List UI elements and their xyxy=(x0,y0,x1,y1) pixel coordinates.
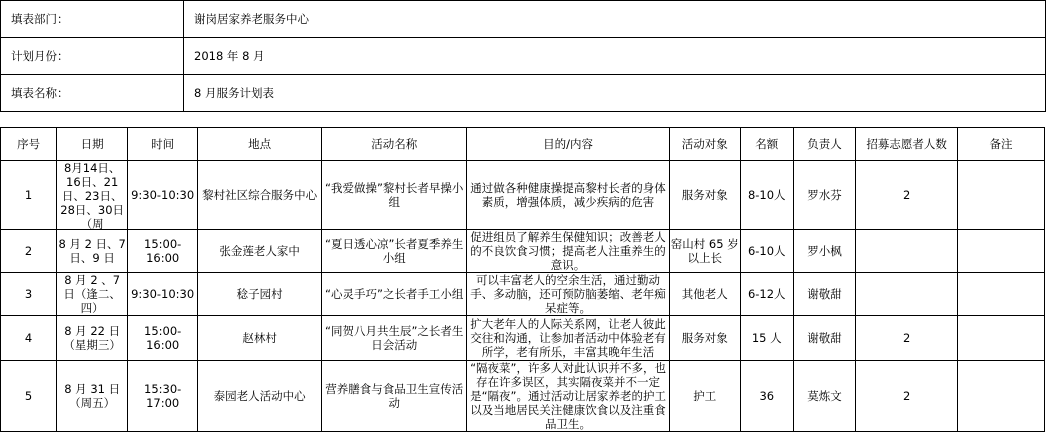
cell-content: 促进组员了解养生保健知识；改善老人的不良饮食习惯；提高老人注重养生的意识。 xyxy=(467,230,669,273)
cell-no: 2 xyxy=(1,230,57,273)
cell-remark xyxy=(958,316,1045,361)
table-row xyxy=(1,316,1045,361)
cell-content-text: “隔夜菜”，许多人对此认识并不多，也存在许多误区，其实隔夜菜并不一定是“隔夜”。通过活动让居家养老的护工以及当地居民关注健康饮食以及注重食品卫生。 xyxy=(470,361,666,431)
cell-target: 窑山村 65 岁以上长 xyxy=(669,230,740,273)
cell-quota: 6-10人 xyxy=(740,230,793,273)
cell-target: 其他老人 xyxy=(669,273,740,316)
cell-remark xyxy=(958,361,1045,432)
cell-volunteers: 2 xyxy=(856,161,958,230)
cell-leader: 罗小枫 xyxy=(793,230,856,273)
department-label: 填表部门： xyxy=(1,1,184,38)
department-value: 谢岗居家养老服务中心 xyxy=(184,1,1046,38)
cell-quota: 6-12人 xyxy=(740,273,793,316)
cell-date xyxy=(57,230,128,273)
cell-no: 1 xyxy=(1,161,57,230)
cell-target: 服务对象 xyxy=(669,161,740,230)
cell-no: 3 xyxy=(1,273,57,316)
cell-date: 8 月 22 日（星期三） xyxy=(57,316,128,361)
cell-activity: “夏日透心凉”长者夏季养生小组 xyxy=(322,230,467,273)
cell-volunteers: 2 xyxy=(856,361,958,432)
col-header-target: 活动对象 xyxy=(669,128,740,161)
cell-target: 护工 xyxy=(669,361,740,432)
cell-time: 15:30-17:00 xyxy=(128,361,198,432)
month-value: 2018 年 8 月 xyxy=(184,38,1046,75)
cell-date: 8 月 2 、7 日（逢二、四） xyxy=(57,273,128,316)
col-header-time: 时间 xyxy=(128,128,198,161)
cell-place: 赵林村 xyxy=(198,316,322,361)
table-row xyxy=(1,230,1045,273)
cell-place: 泰园老人活动中心 xyxy=(198,361,322,432)
cell-content: 扩大老年人的人际关系网，让老人彼此交往和沟通，让参加者活动中体验老有所学，老有所乐，丰富其晚年生活 xyxy=(467,316,669,361)
cell-volunteers xyxy=(856,230,958,273)
cell-volunteers: 2 xyxy=(856,316,958,361)
cell-remark xyxy=(958,273,1045,316)
col-header-date: 日期 xyxy=(57,128,128,161)
service-plan-table xyxy=(0,127,1045,432)
col-header-volunteers: 招募志愿者人数 xyxy=(856,128,958,161)
header-row-department xyxy=(1,1,1046,38)
cell-quota: 15 人 xyxy=(740,316,793,361)
cell-time: 9:30-10:30 xyxy=(128,161,198,230)
cell-remark xyxy=(958,230,1045,273)
cell-activity: “同贺八月共生辰”之长者生日会活动 xyxy=(322,316,467,361)
col-header-no: 序号 xyxy=(1,128,57,161)
cell-volunteers xyxy=(856,273,958,316)
cell-time: 9:30-10:30 xyxy=(128,273,198,316)
col-header-place: 地点 xyxy=(198,128,322,161)
table-header-row xyxy=(1,128,1045,161)
cell-content: 可以丰富老人的空余生活，通过勤动手、多动脑，还可预防脑萎缩、老年痴呆症等。 xyxy=(467,273,669,316)
table-row xyxy=(1,361,1045,432)
cell-place: 黎村社区综合服务中心 xyxy=(198,161,322,230)
cell-place: 张金莲老人家中 xyxy=(198,230,322,273)
form-name-value: 8 月服务计划表 xyxy=(184,75,1046,112)
cell-leader: 罗水芬 xyxy=(793,161,856,230)
col-header-remark: 备注 xyxy=(958,128,1045,161)
col-header-quota: 名额 xyxy=(740,128,793,161)
cell-target: 服务对象 xyxy=(669,316,740,361)
cell-date xyxy=(57,161,128,230)
table-row xyxy=(1,273,1045,316)
month-label: 计划月份： xyxy=(1,38,184,75)
cell-no: 5 xyxy=(1,361,57,432)
cell-leader: 谢敬甜 xyxy=(793,316,856,361)
cell-remark xyxy=(958,161,1045,230)
header-row-name xyxy=(1,75,1046,112)
cell-leader: 莫炼文 xyxy=(793,361,856,432)
cell-activity: “我爱做操”黎村长者早操小组 xyxy=(322,161,467,230)
header-row-month xyxy=(1,38,1046,75)
cell-no: 4 xyxy=(1,316,57,361)
cell-date: 8 月 31 日（周五） xyxy=(57,361,128,432)
cell-content: 通过做各种健康操提高黎村长者的身体素质，增强体质，减少疾病的危害 xyxy=(467,161,669,230)
cell-content xyxy=(467,361,669,432)
table-row xyxy=(1,161,1045,230)
form-name-label: 填表名称： xyxy=(1,75,184,112)
cell-time: 15:00-16:00 xyxy=(128,230,198,273)
header-info-table xyxy=(0,0,1046,112)
cell-quota: 8-10人 xyxy=(740,161,793,230)
cell-leader: 谢敬甜 xyxy=(793,273,856,316)
col-header-activity: 活动名称 xyxy=(322,128,467,161)
col-header-content: 目的/内容 xyxy=(467,128,669,161)
col-header-leader: 负责人 xyxy=(793,128,856,161)
cell-activity: 营养膳食与食品卫生宣传活动 xyxy=(322,361,467,432)
cell-date-text: 8 月 2 日、7 日、9 日 xyxy=(58,237,126,265)
cell-date-text: 8月14日、16日、21日、23日、28日、30日（周 xyxy=(60,161,125,229)
cell-activity: “心灵手巧”之长者手工小组 xyxy=(322,273,467,316)
cell-place: 稔子园村 xyxy=(198,273,322,316)
cell-time: 15:00-16:00 xyxy=(128,316,198,361)
cell-quota: 36 xyxy=(740,361,793,432)
